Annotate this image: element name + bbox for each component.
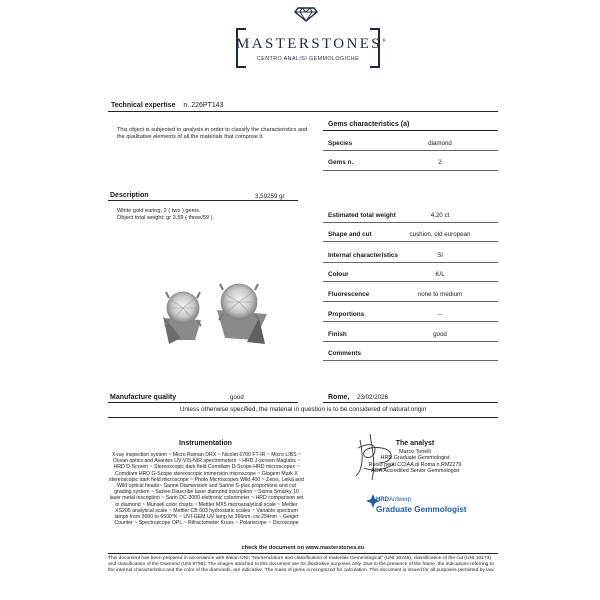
- colour-label: Colour: [328, 271, 349, 278]
- analyst-heading: The analyst: [395, 440, 435, 447]
- analyst-accreditation: AGA Accredited Senior Gemmologist: [370, 467, 460, 474]
- description-weight: 3,59259 gr: [255, 193, 285, 200]
- manufacture-value: good: [230, 394, 244, 401]
- colour-value: K/L: [435, 271, 445, 278]
- hrd-title: Graduate Gemmologist: [376, 505, 467, 514]
- analyst-name: Marco Tonelli: [399, 449, 431, 455]
- weight-value: 4,20 ct: [430, 212, 450, 219]
- analyst-registry: Ruolo periti CCIAA di Roma n.RM2279: [368, 461, 462, 468]
- diamond-logo-icon: [294, 6, 318, 22]
- verify-link[interactable]: check the document on www.masterstones.eu: [241, 545, 365, 551]
- instrumentation-heading: Instrumentation: [179, 440, 232, 447]
- legal-disclaimer: This document has been prepared in accordance with Italian UNI: "Nomenclature and classification of materials Gemmological" (UNI 10245), classification of the cut (UNI 10173) and classification of the Diamond (UNI 9758). The images attached to this document are for illustrative purposes only. Due to the presence of the frame, the indications referring to the internal characteristics and the color of the diamonds, are indicative. The mass of gems is recognized for calculation. This document is issued for all purposes permitted by law.: [108, 556, 495, 573]
- natural-origin-note: Unless otherwise specified, the material in question is to be considered of natural origin: [179, 406, 427, 413]
- shape-value: cushion, old european: [409, 231, 471, 238]
- instrumentation-text: X-ray inspection system ~ Micro Raman DRX ~ Nicolet 6700 FT-IR ~ Micro LIBS ~ Ocean optics and Avantes UV-VIS-NIR spectrometers ~ HRD J-screen Maglabs ~ HRD D-Screen ~ Stereoscopic dark field Comdiam D-Scope HRD microscopes ~ Comdiam HRD G-Scope stereoscopic immersion microscope ~ Giagem Mark X stereoscopic dark field microscope ~ Photo Microscopes Wild 400 ~ Zeiss, Leika and Wild optical heads~ Sarine Diamension and Sarine S-plus proportions and cut grading system ~ Sarine Diascribe laser diamond inscription ~ Sisma Smarky 10 laser metal inscription ~ Sarin DC-3000 elettronic colorimeter ~ HRD comparison set in diamond ~ Munsell color charts ~ Mettler MX5 microanalytical scale ~ Mettler XS205 analytical scale ~ Mettler CB 603 hydrostatic scales ~ Variable spectrum lamps from 3000 to 6500°K ~ UVI-GEM UV lamp lw 366nm, cw 254nm ~ Geiger Counter ~ Spectroscope OPL ~ Rifractometer Kruss ~ Polariscope ~ Dicroscope: [109, 452, 304, 527]
- weight-label: Estimated total weight: [328, 212, 396, 219]
- date-value: 23/02/2026: [357, 394, 388, 401]
- analyst-title: HRD Graduate Gemmologist: [380, 455, 450, 462]
- brand-subtitle: CENTRO ANALISI GEMMOLOGICHE: [256, 56, 360, 62]
- expertise-header: Technical expertise n. 226PT143: [111, 102, 224, 109]
- gems-heading: Gems characteristics (a): [328, 121, 410, 128]
- comments-label: Comments: [328, 350, 362, 357]
- proportions-value: --: [437, 311, 443, 318]
- earring-photo: [155, 278, 275, 356]
- species-value: diamond: [428, 140, 452, 147]
- clarity-value: SI: [437, 252, 443, 259]
- place-label: Rome,: [328, 394, 350, 401]
- hrd-brand: HRDAntwerp: [376, 497, 412, 503]
- analyst-block: [360, 449, 470, 474]
- gems-count-value: 2: [438, 159, 442, 166]
- clarity-label: Internal characteristics: [328, 252, 398, 259]
- fluorescence-value: none to medium: [417, 291, 463, 298]
- gems-count-label: Gems n.: [328, 159, 354, 166]
- description-line-2: Object total weight: gr 3,59 ( three/59 ).: [117, 215, 215, 221]
- shape-label: Shape and cut: [328, 231, 372, 238]
- fluorescence-label: Fluorescence: [328, 291, 370, 298]
- manufacture-label: Manufacture quality: [110, 394, 177, 401]
- finish-value: good: [433, 331, 447, 338]
- description-line-1: White gold earing, 2 ( two ) gems.: [117, 208, 201, 214]
- brand-name: MASTERSTONES®: [236, 36, 389, 52]
- description-label: Description: [110, 192, 149, 199]
- species-label: Species: [328, 140, 353, 147]
- proportions-label: Proportions: [328, 311, 365, 318]
- finish-label: Finish: [328, 331, 347, 338]
- intro-text: This object is subjected to analysis in order to classify the characteristics and the qualitative elements of all the materials that compose it.: [117, 127, 308, 140]
